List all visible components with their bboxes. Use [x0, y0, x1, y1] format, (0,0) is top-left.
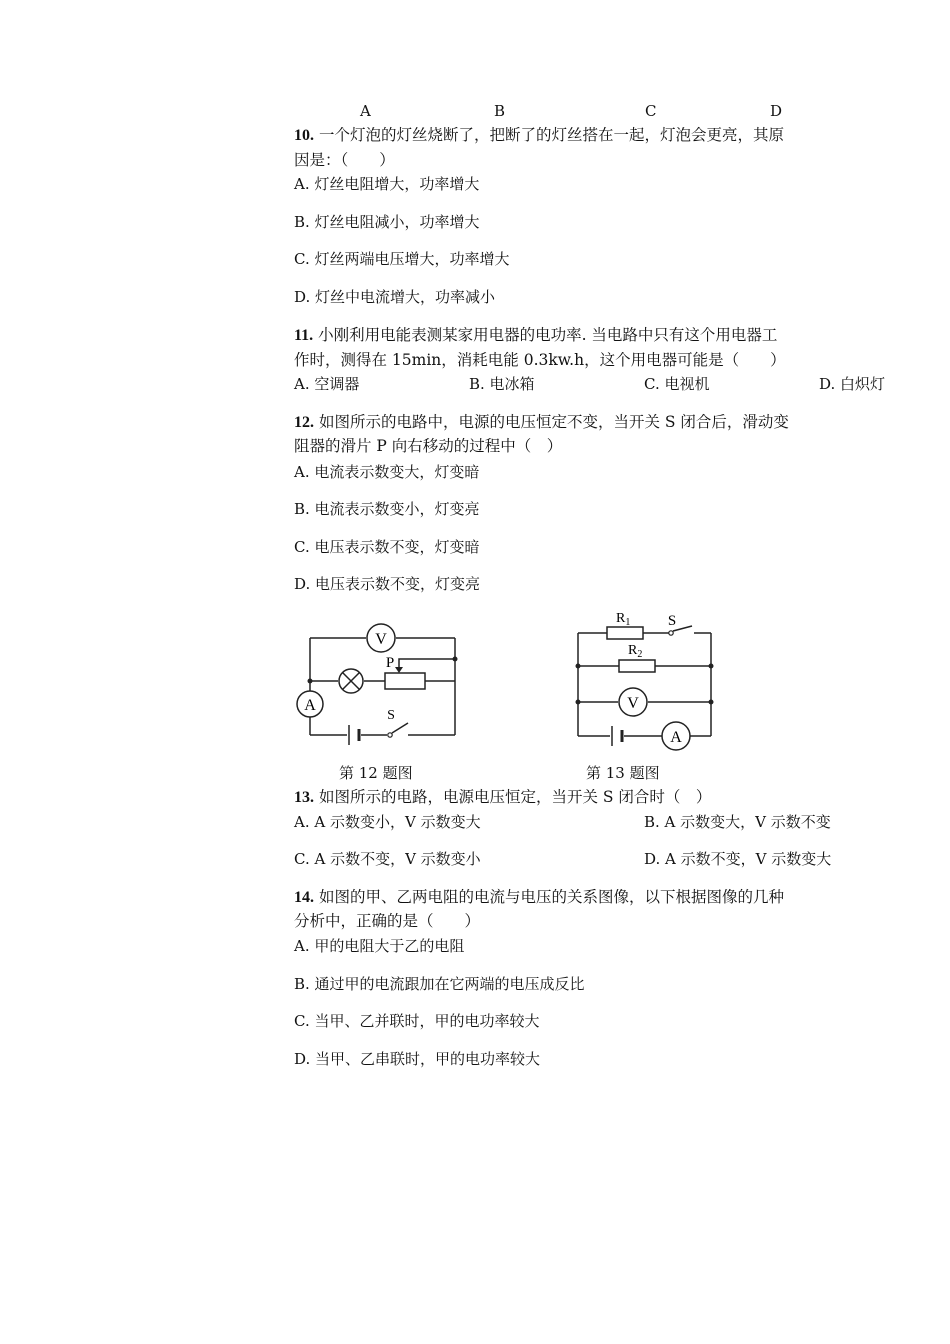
question-11-option-c: C. 电视机 — [644, 375, 710, 393]
question-14-option-c: C. 当甲、乙并联时，甲的电功率较大 — [294, 1012, 540, 1030]
figure-12-circuit — [295, 615, 475, 755]
question-12-option-a: A. 电流表示数变大，灯变暗 — [294, 463, 480, 481]
question-10-option-b: B. 灯丝电阻减小，功率增大 — [294, 213, 480, 231]
question-10-option-a: A. 灯丝电阻增大，功率增大 — [294, 175, 480, 193]
question-14-option-d: D. 当甲、乙串联时，甲的电功率较大 — [294, 1050, 541, 1068]
r1-letter: R — [616, 611, 626, 626]
figure-12-caption: 第 12 题图 — [339, 764, 413, 782]
question-10-option-d: D. 灯丝中电流增大，功率减小 — [294, 288, 496, 306]
question-text: 如图所示的电路中，电源的电压恒定不变，当开关 S 闭合后，滑动变 — [318, 413, 789, 431]
top-label-a: A — [360, 102, 371, 120]
question-12-line1 — [294, 412, 789, 433]
question-11-option-b: B. 电冰箱 — [469, 375, 535, 393]
question-12-line2: 阻器的滑片 P 向右移动的过程中（ ） — [294, 437, 563, 455]
ammeter-label: A — [670, 729, 682, 746]
question-text: 如图所示的电路，电源电压恒定，当开关 S 闭合时（ ） — [318, 788, 712, 806]
r1-subscript: 1 — [625, 617, 631, 628]
question-14-line2: 分析中，正确的是（ ） — [294, 912, 481, 930]
question-14-line1 — [294, 887, 784, 908]
question-number: 13. — [294, 789, 314, 806]
question-12-option-b: B. 电流表示数变小，灯变亮 — [294, 500, 480, 518]
figure-13-circuit — [570, 608, 720, 753]
question-14-option-b: B. 通过甲的电流跟加在它两端的电压成反比 — [294, 975, 585, 993]
question-10-line2: 因是：（ ） — [294, 151, 395, 169]
question-number: 10. — [294, 127, 314, 144]
question-13-option-c: C. A 示数不变，V 示数变小 — [294, 850, 481, 868]
r2-letter: R — [628, 643, 638, 658]
question-text: 如图的甲、乙两电阻的电流与电压的关系图像，以下根据图像的几种 — [318, 888, 784, 906]
switch-label: S — [667, 613, 677, 629]
r2-label — [628, 643, 642, 660]
question-11-option-a: A. 空调器 — [294, 375, 360, 393]
question-number: 11. — [294, 327, 314, 344]
question-12-option-c: C. 电压表示数不变，灯变暗 — [294, 538, 480, 556]
question-14-option-a: A. 甲的电阻大于乙的电阻 — [294, 937, 465, 955]
question-10-option-c: C. 灯丝两端电压增大，功率增大 — [294, 250, 510, 268]
question-number: 12. — [294, 414, 314, 431]
switch-label: S — [387, 708, 395, 723]
question-11-line2: 作时，测得在 15min，消耗电能 0.3kw.h，这个用电器可能是（ ） — [294, 351, 786, 369]
r2-subscript: 2 — [637, 649, 643, 660]
question-13-line1 — [294, 787, 711, 808]
ammeter-label: A — [304, 697, 316, 714]
question-12-option-d: D. 电压表示数不变，灯变亮 — [294, 575, 481, 593]
question-text: 一个灯泡的灯丝烧断了，把断了的灯丝搭在一起，灯泡会更亮，其原 — [318, 126, 784, 144]
top-label-c: C — [645, 102, 657, 120]
question-text: 小刚利用电能表测某家用电器的电功率. 当电路中只有这个用电器工 — [318, 326, 778, 344]
question-13-option-d: D. A 示数不变，V 示数变大 — [644, 850, 832, 868]
question-10-line1 — [294, 125, 784, 146]
question-13-option-a: A. A 示数变小，V 示数变大 — [294, 813, 481, 831]
question-11-line1 — [294, 325, 777, 346]
voltmeter-label: V — [627, 695, 639, 712]
top-label-b: B — [494, 102, 506, 120]
figure-13-caption: 第 13 题图 — [586, 764, 660, 782]
slider-label: P — [385, 655, 395, 671]
r1-label — [616, 611, 630, 628]
top-label-d: D — [770, 102, 783, 120]
question-11-option-d: D. 白炽灯 — [819, 375, 886, 393]
voltmeter-label: V — [375, 631, 387, 648]
question-13-option-b: B. A 示数变大，V 示数不变 — [644, 813, 831, 831]
question-number: 14. — [294, 889, 314, 906]
